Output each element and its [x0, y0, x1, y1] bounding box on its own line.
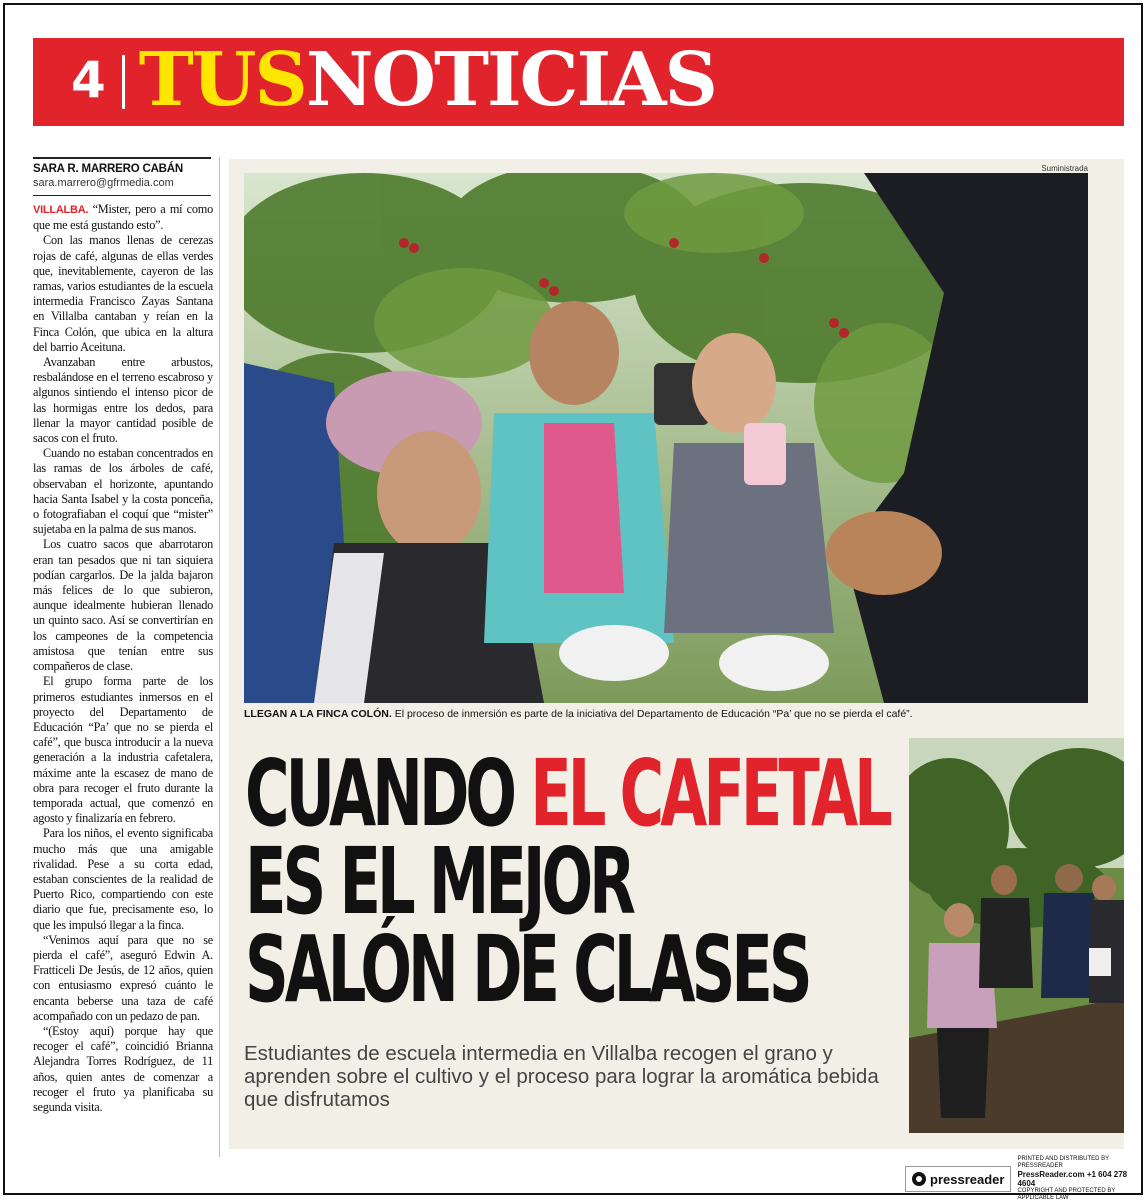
article-body	[33, 202, 213, 1162]
pressreader-line-1: PRINTED AND DISTRIBUTED BY PRESSREADER	[1017, 1156, 1110, 1169]
pressreader-footer	[905, 1156, 1138, 1201]
pressreader-logo	[905, 1166, 1011, 1192]
headline-highlight: EL CAFETAL	[530, 740, 889, 847]
page-number: 4	[71, 51, 106, 109]
dateline: VILLALBA.	[33, 204, 89, 216]
article-paragraph: “Venimos aquí para que no se pierda el café”, aseguró Edwin A. Fratticeli De Jesús, de 12 años, quien con entusiasmo expresó cuánto le encanta beberse una taza de café acompañado con un pedazo de pan.	[33, 932, 213, 1023]
pressreader-line-3: COPYRIGHT AND PROTECTED BY APPLICABLE LAW	[1017, 1188, 1116, 1201]
byline-rule	[33, 195, 211, 196]
side-photo	[909, 738, 1124, 1133]
article-paragraph: Cuando no estaban concentrados en las ramas de los árboles de café, observaban el horizonte, apuntando hacia Santa Isabel y la costa ponceña, o fotografiaban el coquí que “mister” sujetaba en la palma de sus manos.	[33, 446, 213, 537]
article-paragraph: “(Estoy aquí) porque hay que recoger el café”, coincidió Brianna Alejandra Torres Rodríguez, de 11 años, quien antes de comenzar a recoger el fruto ya planificaba su segunda visita.	[33, 1023, 213, 1114]
author-email: sara.marrero@gfrmedia.com	[33, 177, 174, 189]
photo-caption	[244, 708, 1094, 720]
section-title-rest: NOTICIAS	[305, 37, 716, 123]
headline	[245, 740, 889, 1023]
section-banner	[33, 38, 1124, 126]
article-paragraph: Avanzaban entre arbustos, resbalándose en el terreno escabroso y algunos sintiendo el intenso picor de las hormigas entre los dedos, para llenar la mayor cantidad posible de sacos con el fruto.	[33, 355, 213, 446]
paragraph-text: “Mister, pero a mí como que me está gustando esto”.	[33, 202, 213, 233]
byline	[33, 157, 211, 189]
headline-line-3: SALÓN DE CLASES	[245, 916, 809, 1023]
column-rule	[219, 157, 220, 1157]
headline-text: CUANDO	[245, 740, 531, 847]
photo-credit: Suministrada	[1041, 164, 1088, 173]
article-paragraph: Los cuatro sacos que abarrotaron eran tan pesados que ni tan siquiera podían cargarlos. De la jalda bajaron más felices de lo que subieron, aunque idealmente hubieran llenado un quinto saco. Así se convertirían en los campeones de la competencia amistosa que tenían entre sus compañeros de clase.	[33, 537, 213, 674]
section-title	[138, 37, 716, 123]
section-title-highlight: TUS	[138, 37, 306, 123]
main-photo	[244, 173, 1088, 703]
deck-subheadline: Estudiantes de escuela intermedia en Villalba recogen el grano y aprenden sobre el cultivo y el proceso para lograr la aromática bebida que disfrutamos	[244, 1042, 879, 1111]
headline-line-2: ES EL MEJOR	[245, 828, 632, 935]
pressreader-brand: pressreader	[930, 1171, 1005, 1187]
pressreader-info	[1017, 1156, 1138, 1202]
caption-lead: LLEGAN A LA FINCA COLÓN.	[244, 708, 392, 720]
main-photo-illustration	[244, 173, 1088, 703]
headline-line-1	[245, 740, 889, 847]
caption-text: El proceso de inmersión es parte de la iniciativa del Departamento de Educación “Pa’ que no se pierda el café”.	[394, 708, 913, 720]
article-paragraph: Con las manos llenas de cerezas rojas de café, algunas de ellas verdes que, inevitablemente, cayeron de las ramas, varios estudiantes de la escuela intermedia Francisco Zayas Santana en Villalba cantaban y reían en la Finca Colón, que ubica en la altura del barrio Aceituna.	[33, 233, 213, 354]
article-paragraph: El grupo forma parte de los primeros estudiantes inmersos en el proyecto del Departamento de Educación “Pa’ que no se pierda el café”, que busca introducir a la nueva generación a la industria cafetalera, máxime ante la escasez de mano de obra para recoger el fruto durante la temporada actual, que comenzó en agosto y finalizaría en febrero.	[33, 674, 213, 826]
side-photo-illustration	[909, 738, 1124, 1133]
article-paragraph: Para los niños, el evento significaba mucho más que una amigable rivalidad. Pese a su corta edad, estaban conscientes de la realidad de Puerto Rico, compartiendo con este diario que fue, precisamente eso, lo que les impulsó llegar a la finca.	[33, 826, 213, 932]
banner-divider	[122, 55, 125, 109]
pressreader-icon	[912, 1172, 926, 1186]
pressreader-line-2: PressReader.com +1 604 278 4604	[1017, 1170, 1128, 1188]
author-name: SARA R. MARRERO CABÁN	[33, 163, 183, 175]
article-paragraph	[33, 202, 213, 233]
